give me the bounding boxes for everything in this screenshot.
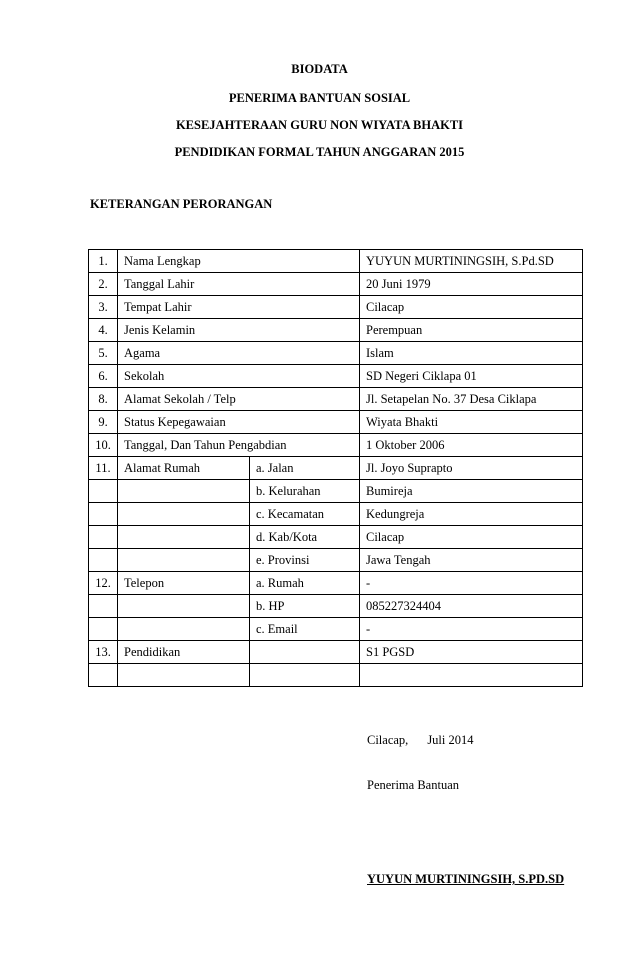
field-value: 085227324404 [360, 595, 583, 618]
signature-role: Penerima Bantuan [367, 778, 459, 792]
signature-month-year: Juli 2014 [427, 733, 474, 747]
signature-date [367, 733, 474, 748]
field-sublabel [250, 664, 360, 687]
table-row [89, 365, 583, 388]
field-value: Jl. Joyo Suprapto [360, 457, 583, 480]
row-number: 1. [89, 250, 118, 273]
field-label: Sekolah [118, 365, 360, 388]
field-sublabel [250, 641, 360, 664]
field-label: Agama [118, 342, 360, 365]
field-value: - [360, 618, 583, 641]
field-value: Cilacap [360, 296, 583, 319]
row-number [89, 480, 118, 503]
row-number [89, 526, 118, 549]
field-value: Cilacap [360, 526, 583, 549]
doc-subtitle-2: KESEJAHTERAAN GURU NON WIYATA BHAKTI [175, 118, 464, 132]
table-row [89, 595, 583, 618]
table-row [89, 342, 583, 365]
field-sublabel: b. Kelurahan [250, 480, 360, 503]
field-sublabel: a. Rumah [250, 572, 360, 595]
field-label: Pendidikan [118, 641, 250, 664]
row-number [89, 549, 118, 572]
table-row [89, 572, 583, 595]
field-value [360, 664, 583, 687]
field-sublabel: c. Kecamatan [250, 503, 360, 526]
field-sublabel: a. Jalan [250, 457, 360, 480]
field-label: Tanggal Lahir [118, 273, 360, 296]
field-label: Tempat Lahir [118, 296, 360, 319]
table-row [89, 641, 583, 664]
row-number: 11. [89, 457, 118, 480]
field-value: Bumireja [360, 480, 583, 503]
row-number: 8. [89, 388, 118, 411]
field-label [118, 480, 250, 503]
field-label: Jenis Kelamin [118, 319, 360, 342]
doc-title: BIODATA [291, 62, 348, 76]
table-row [89, 503, 583, 526]
field-label: Alamat Rumah [118, 457, 250, 480]
field-sublabel: c. Email [250, 618, 360, 641]
row-number [89, 503, 118, 526]
field-label: Telepon [118, 572, 250, 595]
row-number: 2. [89, 273, 118, 296]
table-row [89, 664, 583, 687]
field-value: 1 Oktober 2006 [360, 434, 583, 457]
field-label: Tanggal, Dan Tahun Pengabdian [118, 434, 360, 457]
field-label: Nama Lengkap [118, 250, 360, 273]
section-title: KETERANGAN PERORANGAN [90, 197, 273, 211]
table-row [89, 434, 583, 457]
doc-subtitle-1: PENERIMA BANTUAN SOSIAL [228, 91, 411, 105]
row-number: 5. [89, 342, 118, 365]
field-sublabel: e. Provinsi [250, 549, 360, 572]
field-label [118, 595, 250, 618]
field-value: Wiyata Bhakti [360, 411, 583, 434]
table-row [89, 549, 583, 572]
field-value: SD Negeri Ciklapa 01 [360, 365, 583, 388]
doc-subtitle-3: PENDIDIKAN FORMAL TAHUN ANGGARAN 2015 [174, 145, 465, 159]
table-row [89, 480, 583, 503]
field-label: Alamat Sekolah / Telp [118, 388, 360, 411]
field-value: Islam [360, 342, 583, 365]
row-number [89, 595, 118, 618]
row-number: 6. [89, 365, 118, 388]
field-value: - [360, 572, 583, 595]
row-number: 13. [89, 641, 118, 664]
table-row [89, 457, 583, 480]
table-row [89, 273, 583, 296]
signature-place: Cilacap, [367, 733, 409, 747]
field-value: Jawa Tengah [360, 549, 583, 572]
field-value: Perempuan [360, 319, 583, 342]
biodata-table [88, 249, 583, 687]
field-value: S1 PGSD [360, 641, 583, 664]
field-label [118, 664, 250, 687]
row-number: 3. [89, 296, 118, 319]
table-row [89, 319, 583, 342]
row-number: 12. [89, 572, 118, 595]
field-label [118, 526, 250, 549]
field-value: 20 Juni 1979 [360, 273, 583, 296]
table-row [89, 618, 583, 641]
field-label [118, 503, 250, 526]
field-value: YUYUN MURTININGSIH, S.Pd.SD [360, 250, 583, 273]
field-label [118, 549, 250, 572]
table-row [89, 411, 583, 434]
field-sublabel: d. Kab/Kota [250, 526, 360, 549]
field-label [118, 618, 250, 641]
row-number [89, 618, 118, 641]
field-value: Jl. Setapelan No. 37 Desa Ciklapa [360, 388, 583, 411]
row-number [89, 664, 118, 687]
table-row [89, 526, 583, 549]
signature-name: YUYUN MURTININGSIH, S.PD.SD [367, 872, 565, 886]
table-row [89, 296, 583, 319]
table-row [89, 250, 583, 273]
field-value: Kedungreja [360, 503, 583, 526]
field-label: Status Kepegawaian [118, 411, 360, 434]
row-number: 9. [89, 411, 118, 434]
row-number: 10. [89, 434, 118, 457]
table-row [89, 388, 583, 411]
field-sublabel: b. HP [250, 595, 360, 618]
row-number: 4. [89, 319, 118, 342]
